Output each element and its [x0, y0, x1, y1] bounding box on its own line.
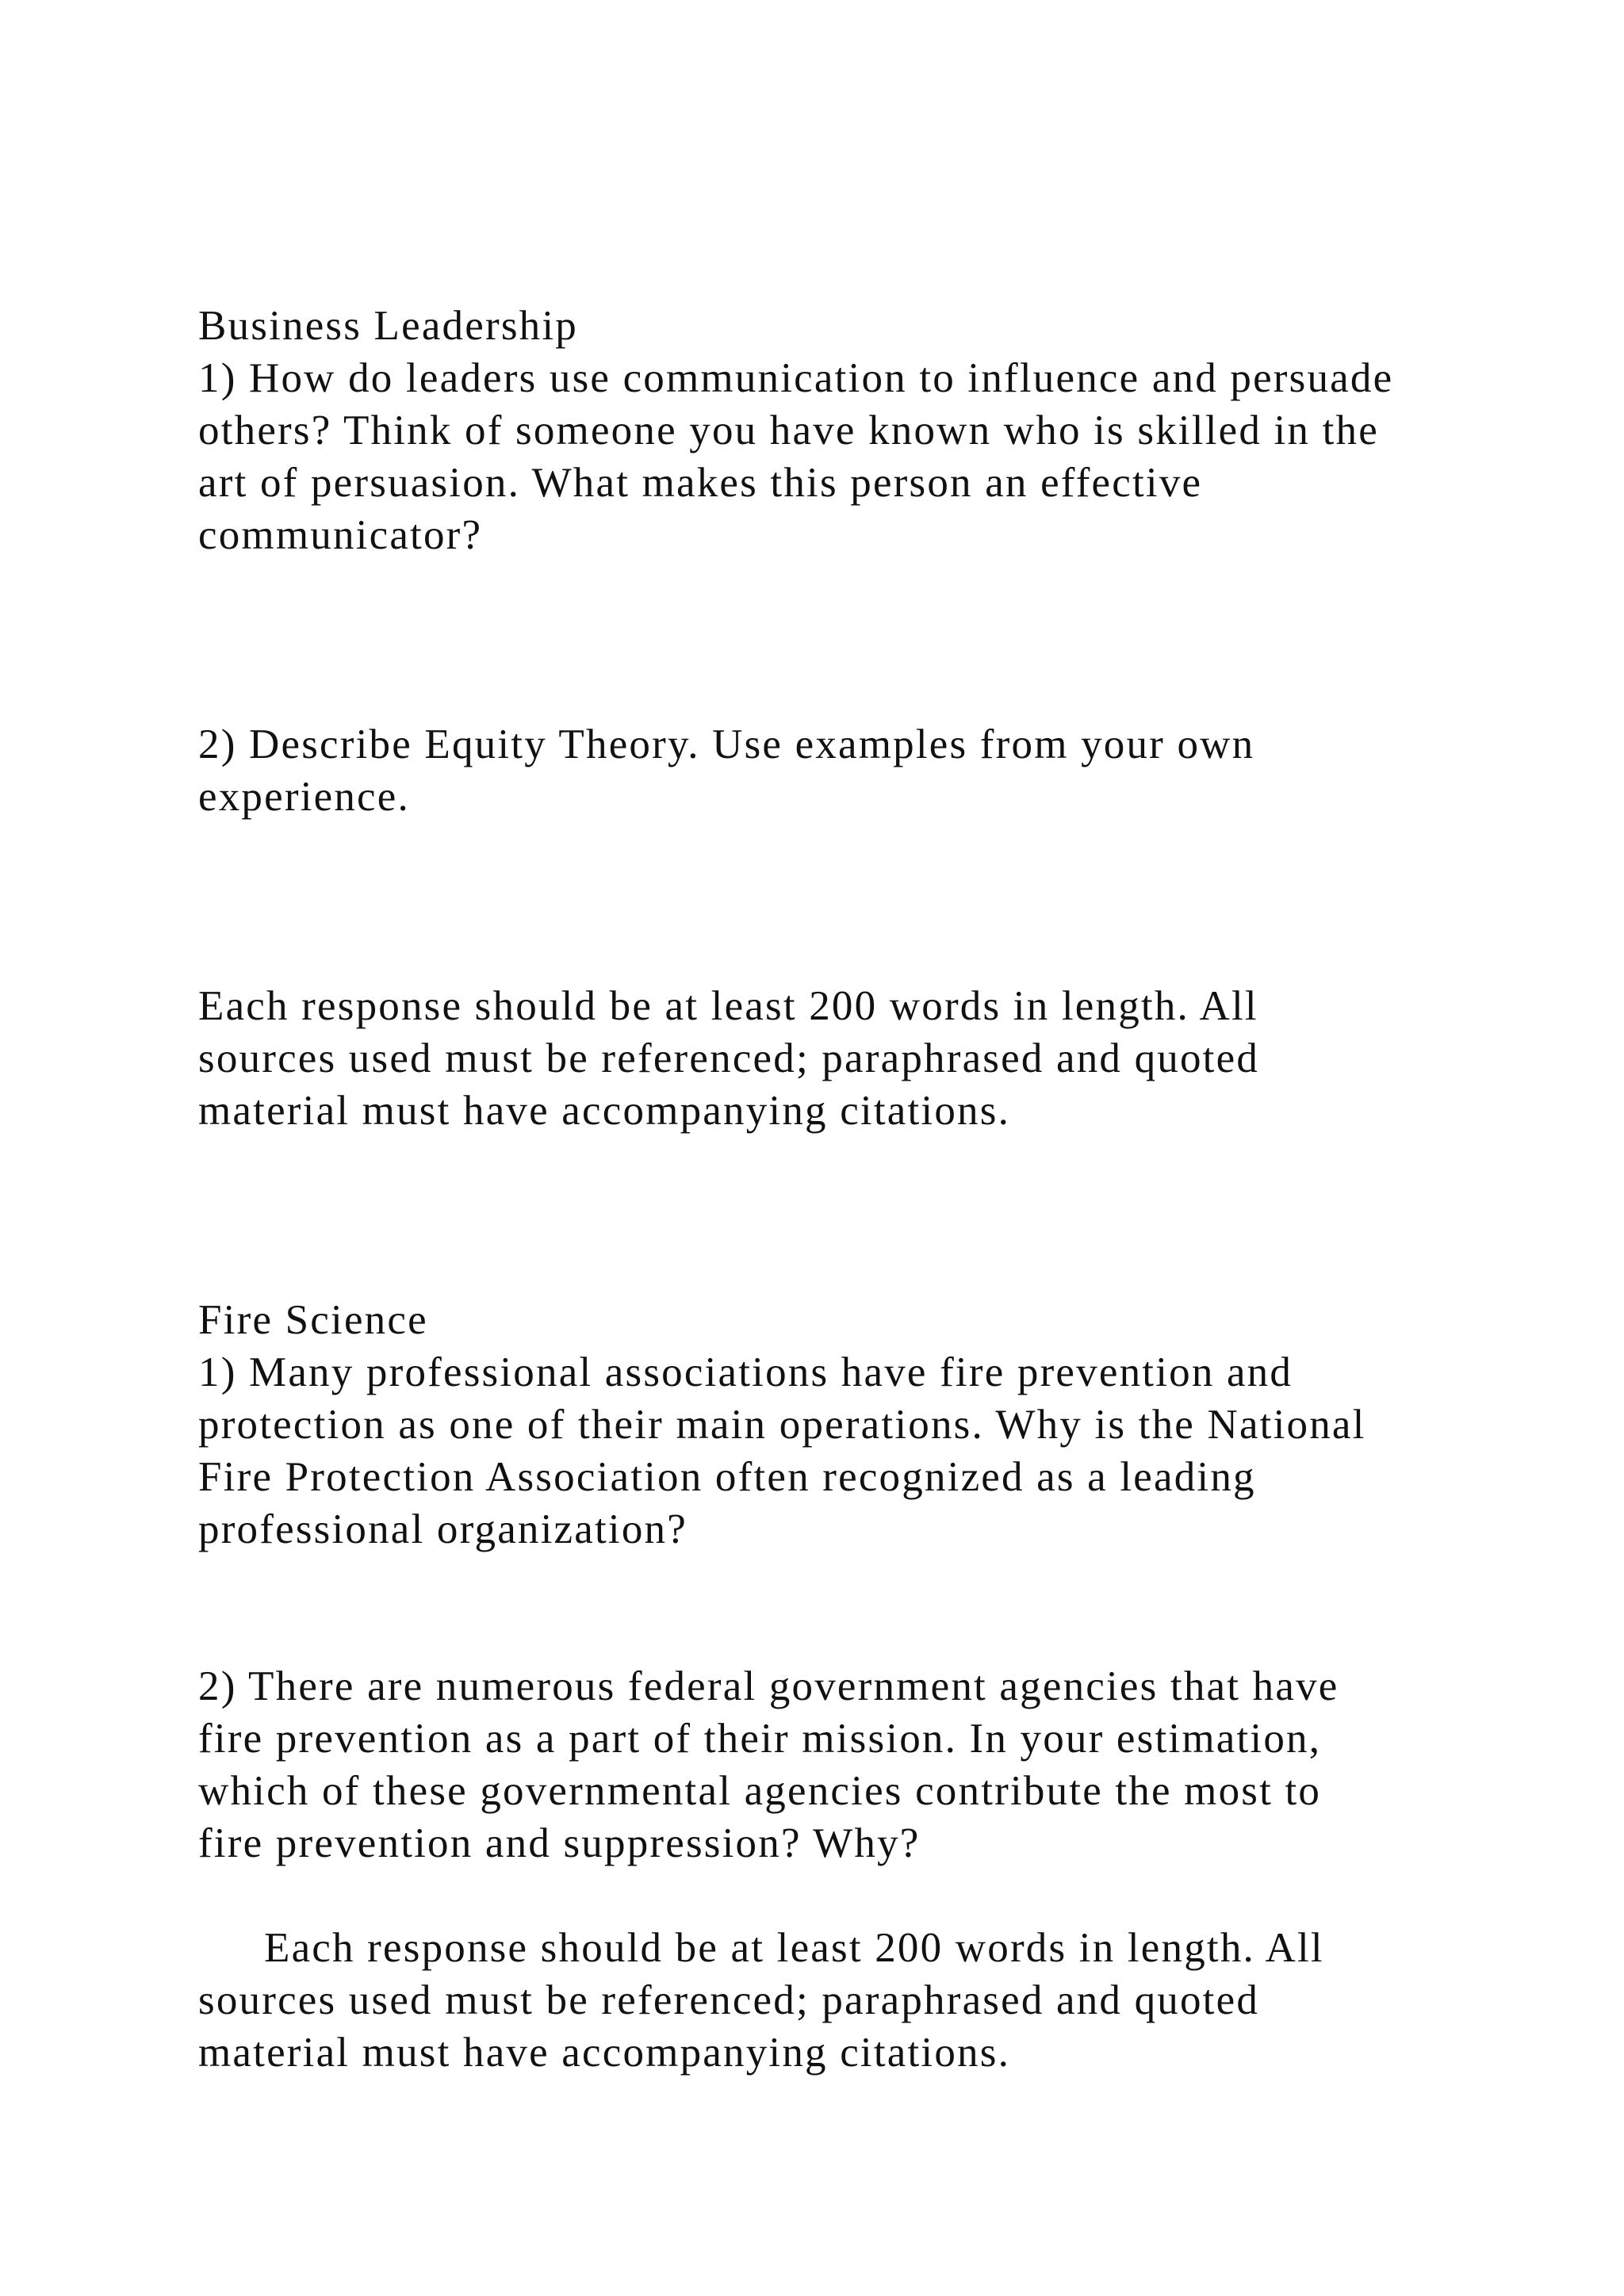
question-line: 2) There are numerous federal government agencies that have [198, 1663, 1339, 1709]
instruction-line: material must have accompanying citations. [198, 2030, 1011, 2076]
section-heading: Business Leadership [198, 303, 578, 349]
question-line: others? Think of someone you have known who is skilled in the [198, 408, 1379, 453]
instruction-line: sources used must be referenced; paraphrased and quoted [198, 1977, 1260, 2023]
question-line: protection as one of their main operations. Why is the National [198, 1402, 1366, 1448]
section-heading: Fire Science [198, 1297, 428, 1343]
question-line: 1) Many professional associations have fire prevention and [198, 1349, 1293, 1395]
question-line: 1) How do leaders use communication to influence and persuade [198, 355, 1394, 401]
question-line: art of persuasion. What makes this person an effective [198, 460, 1203, 506]
instruction-line: Each response should be at least 200 words in length. All [264, 1925, 1324, 1971]
question-line: 2) Describe Equity Theory. Use examples from your own [198, 721, 1255, 767]
question-line: professional organization? [198, 1506, 688, 1552]
instruction-line: sources used must be referenced; paraphrased and quoted [198, 1035, 1260, 1081]
question-line: fire prevention as a part of their mission. In your estimation, [198, 1716, 1322, 1762]
question-line: communicator? [198, 512, 483, 558]
instruction-line: Each response should be at least 200 words in length. All [198, 983, 1258, 1029]
instruction-line: material must have accompanying citations. [198, 1088, 1011, 1134]
question-line: fire prevention and suppression? Why? [198, 1820, 921, 1866]
question-line: Fire Protection Association often recognized as a leading [198, 1454, 1256, 1500]
question-line: which of these governmental agencies contribute the most to [198, 1768, 1322, 1814]
question-line: experience. [198, 774, 410, 820]
